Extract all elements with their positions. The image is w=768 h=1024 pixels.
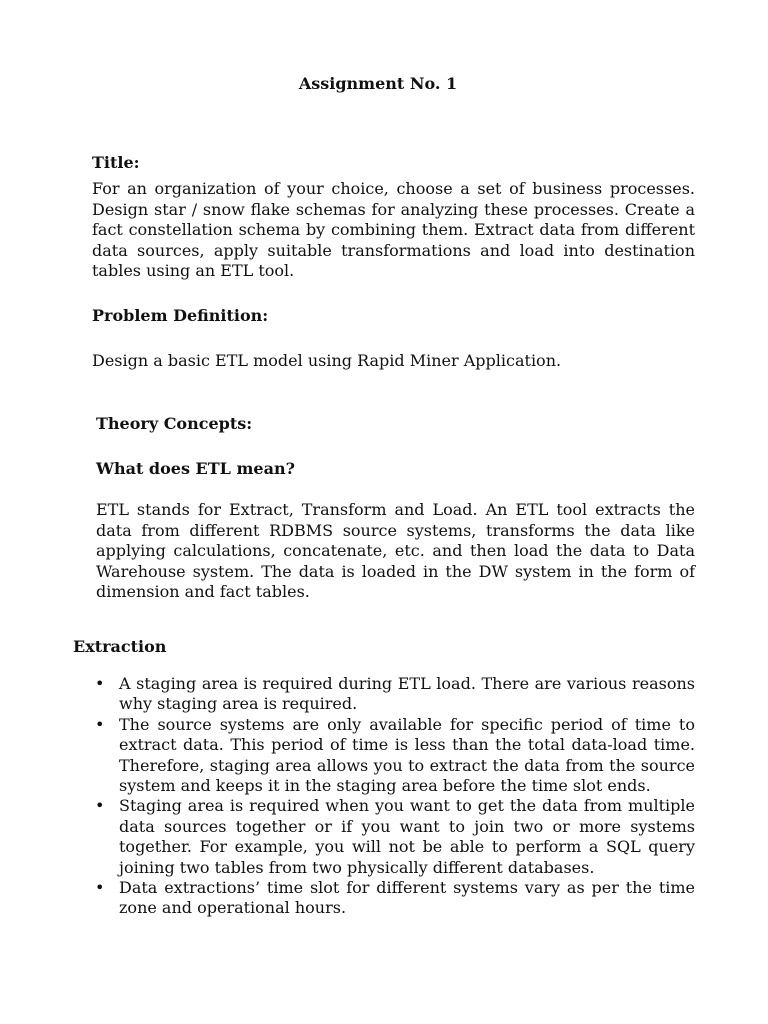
- list-item-text: A staging area is required during ETL load. There are various reasons why staging area is required.: [119, 674, 695, 714]
- bullet-icon: •: [95, 674, 105, 693]
- problem-definition-text: Design a basic ETL model using Rapid Miner Application.: [92, 351, 562, 370]
- list-item-text: Data extractions’ time slot for different systems vary as per the time zone and operational hours.: [119, 878, 695, 918]
- list-item: [92, 796, 695, 878]
- etl-meaning-heading: What does ETL mean?: [96, 459, 295, 478]
- list-item: [92, 878, 695, 919]
- bullet-icon: •: [95, 878, 105, 898]
- bullet-icon: •: [95, 796, 105, 816]
- list-item-text: Staging area is required when you want to get the data from multiple data sources together or if you want to join two or more systems together. For example, you will not be able to perform a SQL query joining two tables from two physically different databases.: [119, 796, 695, 877]
- list-item: [92, 674, 695, 715]
- assignment-title: Assignment No. 1: [298, 74, 458, 93]
- bullet-icon: •: [95, 714, 105, 734]
- title-heading: Title:: [92, 153, 140, 172]
- etl-meaning-text: ETL stands for Extract, Transform and Load. An ETL tool extracts the data from different RDBMS source systems, transforms the data like applying calculations, concatenate, etc. and then load the data to Data Warehouse system. The data is loaded in the DW system in the form of dimension and fact tables.: [96, 500, 695, 601]
- problem-definition-heading: Problem Definition:: [92, 306, 269, 325]
- title-text: For an organization of your choice, choose a set of business processes. Design star / snow flake schemas for analyzing these processes. Create a fact constellation schema by combining them. Extract data from different data sources, apply suitable transformations and load into destination tables using an ETL tool.: [92, 179, 695, 280]
- list-item-text: The source systems are only available for specific period of time to extract data. This period of time is less than the total data-load time. Therefore, staging area allows you to extract the data from the source system and keeps it in the staging area before the time slot ends.: [119, 714, 695, 796]
- extraction-bullet-list: [92, 674, 695, 919]
- list-item: [92, 715, 695, 797]
- extraction-heading: Extraction: [73, 637, 167, 656]
- theory-concepts-heading: Theory Concepts:: [96, 414, 253, 433]
